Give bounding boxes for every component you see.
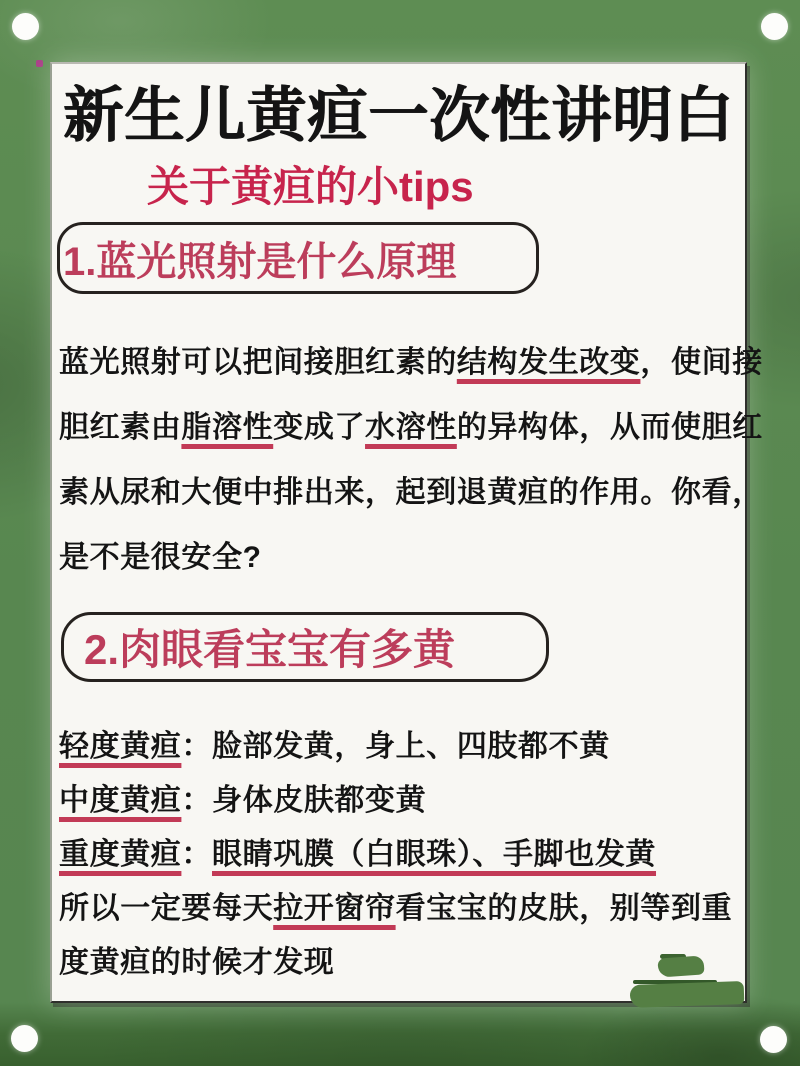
text-line xyxy=(59,770,745,824)
text-segment: 素从尿和大便中排出来，起到退黄疸的作用。你看， xyxy=(59,475,763,509)
text-segment: 看宝宝的皮肤，别等到重 xyxy=(395,892,733,925)
page-title: 新生儿黄疸一次性讲明白 xyxy=(63,82,734,149)
text-line xyxy=(59,932,745,986)
text-segment: 度黄疸的时候才发现 xyxy=(59,946,335,979)
section1-heading: 1.蓝光照射是什么原理 xyxy=(63,239,457,284)
text-line xyxy=(59,391,763,456)
section2-heading-box xyxy=(61,612,549,682)
underlined-text: 结构发生改变 xyxy=(456,345,641,379)
text-segment: 身体皮肤都变黄 xyxy=(212,784,427,817)
page-subtitle: 关于黄疸的小tips xyxy=(147,163,474,210)
underlined-text: 重度黄疸 xyxy=(59,838,182,871)
text-line xyxy=(59,456,763,521)
text-segment: 脸部发黄，身上、四肢都不黄 xyxy=(212,730,610,763)
section1-paragraph xyxy=(59,326,763,586)
text-line xyxy=(59,326,763,391)
text-segment: 变成了 xyxy=(273,410,366,444)
text-segment: ： xyxy=(181,838,213,871)
text-segment: ： xyxy=(181,784,213,817)
section2-list xyxy=(59,716,745,986)
underlined-text: 轻度黄疸 xyxy=(59,730,182,763)
watermark-smudge xyxy=(657,955,704,977)
text-segment: 胆红素由 xyxy=(59,410,182,444)
text-segment: ，使间接 xyxy=(640,345,763,379)
info-card xyxy=(50,62,763,1003)
text-line xyxy=(59,878,745,932)
corner-dot-top-left xyxy=(12,13,39,40)
text-line xyxy=(59,824,745,878)
text-line xyxy=(59,716,745,770)
underlined-text: 水溶性 xyxy=(365,410,457,444)
section2-heading: 2.肉眼看宝宝有多黄 xyxy=(84,626,456,673)
text-segment: 蓝光照射可以把间接胆红素的 xyxy=(59,345,457,379)
text-line xyxy=(59,521,745,586)
corner-dot-bottom-left xyxy=(11,1025,38,1052)
text-segment: 的异构体，从而使胆红 xyxy=(456,410,763,444)
section1-heading-box xyxy=(57,222,539,294)
text-segment: ： xyxy=(181,730,213,763)
corner-dot-top-right xyxy=(761,13,788,40)
underlined-text: 眼睛巩膜（白眼珠）、手脚也发黄 xyxy=(212,838,657,871)
text-segment: 所以一定要每天 xyxy=(59,892,274,925)
underlined-text: 拉开窗帘 xyxy=(273,892,396,925)
watermark-smudge xyxy=(630,981,745,1008)
underlined-text: 脂溶性 xyxy=(181,410,274,444)
corner-dot-bottom-right xyxy=(760,1026,787,1053)
magenta-speck xyxy=(36,60,43,67)
text-segment: 是不是很安全? xyxy=(59,540,262,574)
underlined-text: 中度黄疸 xyxy=(59,784,182,817)
